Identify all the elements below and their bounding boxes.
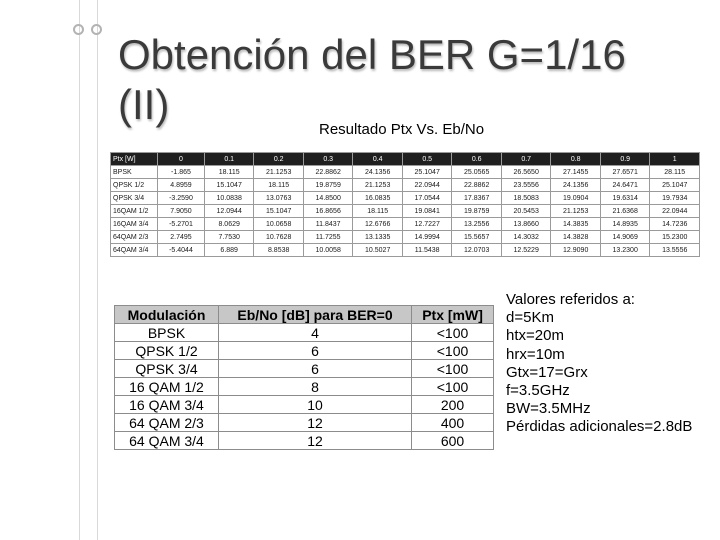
ptx-cell: 200 — [412, 396, 494, 414]
decorative-ring-icon — [73, 24, 84, 35]
results-row — [111, 166, 700, 179]
results-cell: -5.2701 — [158, 218, 205, 231]
results-cell: BPSK — [111, 166, 158, 179]
results-cell: 25.1047 — [650, 179, 700, 192]
results-cell: 15.1047 — [204, 179, 254, 192]
results-row — [111, 244, 700, 257]
results-header-cell: Ptx [W] — [111, 153, 158, 166]
results-header-cell: 0.8 — [551, 153, 601, 166]
results-cell: 19.8759 — [303, 179, 353, 192]
results-cell: 18.115 — [254, 179, 304, 192]
ebno-cell: 12 — [219, 414, 412, 432]
results-cell: 13.8660 — [501, 218, 551, 231]
results-cell: 10.0658 — [254, 218, 304, 231]
results-row — [111, 218, 700, 231]
results-cell: 14.3032 — [501, 231, 551, 244]
results-cell: 16.8656 — [303, 205, 353, 218]
modulation-cell: 64 QAM 3/4 — [115, 432, 219, 450]
ptx-cell: 400 — [412, 414, 494, 432]
modulation-cell: BPSK — [115, 324, 219, 342]
results-cell: 10.7628 — [254, 231, 304, 244]
results-cell: 11.5438 — [402, 244, 452, 257]
results-cell: 14.9994 — [402, 231, 452, 244]
ebno-cell: 12 — [219, 432, 412, 450]
results-header-row — [111, 153, 700, 166]
results-cell: -3.2590 — [158, 192, 205, 205]
results-cell: 15.2300 — [650, 231, 700, 244]
results-cell: 11.7255 — [303, 231, 353, 244]
results-cell: 27.1455 — [551, 166, 601, 179]
results-cell: 21.1253 — [353, 179, 403, 192]
note-line: BW=3.5MHz — [506, 400, 591, 418]
results-row — [111, 179, 700, 192]
results-cell: 12.9090 — [551, 244, 601, 257]
summary-row — [115, 324, 494, 342]
results-cell: QPSK 3/4 — [111, 192, 158, 205]
results-cell: 21.1253 — [254, 166, 304, 179]
results-header-cell: 0.4 — [353, 153, 403, 166]
notes-heading: Valores referidos a: — [506, 291, 635, 308]
ptx-cell: <100 — [412, 342, 494, 360]
results-cell: 13.2556 — [452, 218, 502, 231]
results-cell: 14.3835 — [551, 218, 601, 231]
results-cell: 26.5650 — [501, 166, 551, 179]
results-cell: 25.0565 — [452, 166, 502, 179]
results-row — [111, 192, 700, 205]
note-line: f=3.5GHz — [506, 381, 570, 399]
slide-title: Obtención del BER G=1/16 (II) — [118, 31, 626, 128]
modulation-cell: QPSK 1/2 — [115, 342, 219, 360]
summary-row — [115, 378, 494, 396]
results-cell: 13.5556 — [650, 244, 700, 257]
results-cell: 17.0544 — [402, 192, 452, 205]
results-cell: 14.3828 — [551, 231, 601, 244]
ebno-cell: 8 — [219, 378, 412, 396]
ptx-cell: <100 — [412, 324, 494, 342]
ptx-cell: <100 — [412, 378, 494, 396]
results-cell: 27.6571 — [600, 166, 650, 179]
results-cell: 23.5556 — [501, 179, 551, 192]
results-cell: 22.0944 — [650, 205, 700, 218]
results-cell: QPSK 1/2 — [111, 179, 158, 192]
results-header-cell: 0 — [158, 153, 205, 166]
results-cell: 15.5657 — [452, 231, 502, 244]
results-cell: 12.7227 — [402, 218, 452, 231]
results-cell: 22.0944 — [402, 179, 452, 192]
results-header-cell: 0.2 — [254, 153, 304, 166]
decorative-ring-icon — [91, 24, 102, 35]
results-cell: 24.1356 — [353, 166, 403, 179]
results-cell: 19.0904 — [551, 192, 601, 205]
results-cell: 24.6471 — [600, 179, 650, 192]
results-cell: 4.8959 — [158, 179, 205, 192]
results-cell: 13.0763 — [254, 192, 304, 205]
results-cell: 18.115 — [353, 205, 403, 218]
summary-row — [115, 414, 494, 432]
results-cell: 21.1253 — [551, 205, 601, 218]
results-cell: 19.7934 — [650, 192, 700, 205]
results-cell: 10.5027 — [353, 244, 403, 257]
header-ebno: Eb/No [dB] para BER=0 — [219, 306, 412, 324]
modulation-cell: 16 QAM 1/2 — [115, 378, 219, 396]
results-subtitle: Resultado Ptx Vs. Eb/No — [319, 121, 485, 138]
results-header-cell: 0.9 — [600, 153, 650, 166]
results-cell: 10.0058 — [303, 244, 353, 257]
results-cell: 18.5083 — [501, 192, 551, 205]
results-cell: 19.0841 — [402, 205, 452, 218]
results-cell: 15.1047 — [254, 205, 304, 218]
ptx-cell: 600 — [412, 432, 494, 450]
results-cell: 8.0629 — [204, 218, 254, 231]
results-cell: 14.7236 — [650, 218, 700, 231]
results-cell: 10.0838 — [204, 192, 254, 205]
reference-values-notes — [506, 291, 720, 437]
results-cell: 64QAM 3/4 — [111, 244, 158, 257]
results-cell: 20.5453 — [501, 205, 551, 218]
ebno-cell: 6 — [219, 360, 412, 378]
ptx-cell: <100 — [412, 360, 494, 378]
results-cell: 12.0703 — [452, 244, 502, 257]
results-header-cell: 0.7 — [501, 153, 551, 166]
results-cell: 11.8437 — [303, 218, 353, 231]
results-row — [111, 231, 700, 244]
results-header-cell: 0.3 — [303, 153, 353, 166]
results-cell: 21.6368 — [600, 205, 650, 218]
results-cell: 28.115 — [650, 166, 700, 179]
results-cell: 2.7495 — [158, 231, 205, 244]
results-cell: 12.6766 — [353, 218, 403, 231]
results-cell: -1.865 — [158, 166, 205, 179]
results-header-cell: 1 — [650, 153, 700, 166]
results-cell: 17.8367 — [452, 192, 502, 205]
results-cell: 22.8862 — [303, 166, 353, 179]
results-cell: 19.6314 — [600, 192, 650, 205]
results-cell: 22.8862 — [452, 179, 502, 192]
results-cell: 64QAM 2/3 — [111, 231, 158, 244]
ptx-vs-ebno-table — [110, 152, 700, 257]
results-cell: 16QAM 1/2 — [111, 205, 158, 218]
results-row — [111, 205, 700, 218]
results-header-cell: 0.1 — [204, 153, 254, 166]
results-cell: 12.0944 — [204, 205, 254, 218]
ebno-cell: 10 — [219, 396, 412, 414]
modulation-cell: QPSK 3/4 — [115, 360, 219, 378]
results-cell: 8.8538 — [254, 244, 304, 257]
results-cell: 19.8759 — [452, 205, 502, 218]
results-cell: 12.5229 — [501, 244, 551, 257]
summary-row — [115, 432, 494, 450]
modulation-summary-table — [114, 305, 494, 450]
note-line: Gtx=17=Grx — [506, 363, 588, 381]
results-cell: 7.7530 — [204, 231, 254, 244]
results-cell: 14.8935 — [600, 218, 650, 231]
summary-row — [115, 342, 494, 360]
header-modulation: Modulación — [115, 306, 219, 324]
summary-row — [115, 360, 494, 378]
results-cell: 6.889 — [204, 244, 254, 257]
ebno-cell: 6 — [219, 342, 412, 360]
note-line: Pérdidas adicionales=2.8dB — [506, 418, 693, 436]
note-line: d=5Km — [506, 309, 554, 327]
summary-header-row — [115, 306, 494, 324]
results-cell: 18.115 — [204, 166, 254, 179]
results-cell: -5.4044 — [158, 244, 205, 257]
note-line: hrx=10m — [506, 345, 565, 363]
modulation-cell: 16 QAM 3/4 — [115, 396, 219, 414]
results-cell: 16.0835 — [353, 192, 403, 205]
results-header-cell: 0.6 — [452, 153, 502, 166]
summary-row — [115, 396, 494, 414]
results-header-cell: 0.5 — [402, 153, 452, 166]
results-cell: 14.8500 — [303, 192, 353, 205]
results-cell: 13.2300 — [600, 244, 650, 257]
results-cell: 24.1356 — [551, 179, 601, 192]
left-rule-inner — [97, 0, 98, 540]
results-cell: 14.9069 — [600, 231, 650, 244]
results-cell: 7.9050 — [158, 205, 205, 218]
results-cell: 13.1335 — [353, 231, 403, 244]
note-line: htx=20m — [506, 327, 564, 345]
left-rule-outer — [79, 0, 80, 540]
ebno-cell: 4 — [219, 324, 412, 342]
modulation-cell: 64 QAM 2/3 — [115, 414, 219, 432]
results-cell: 25.1047 — [402, 166, 452, 179]
results-cell: 16QAM 3/4 — [111, 218, 158, 231]
header-ptx: Ptx [mW] — [412, 306, 494, 324]
